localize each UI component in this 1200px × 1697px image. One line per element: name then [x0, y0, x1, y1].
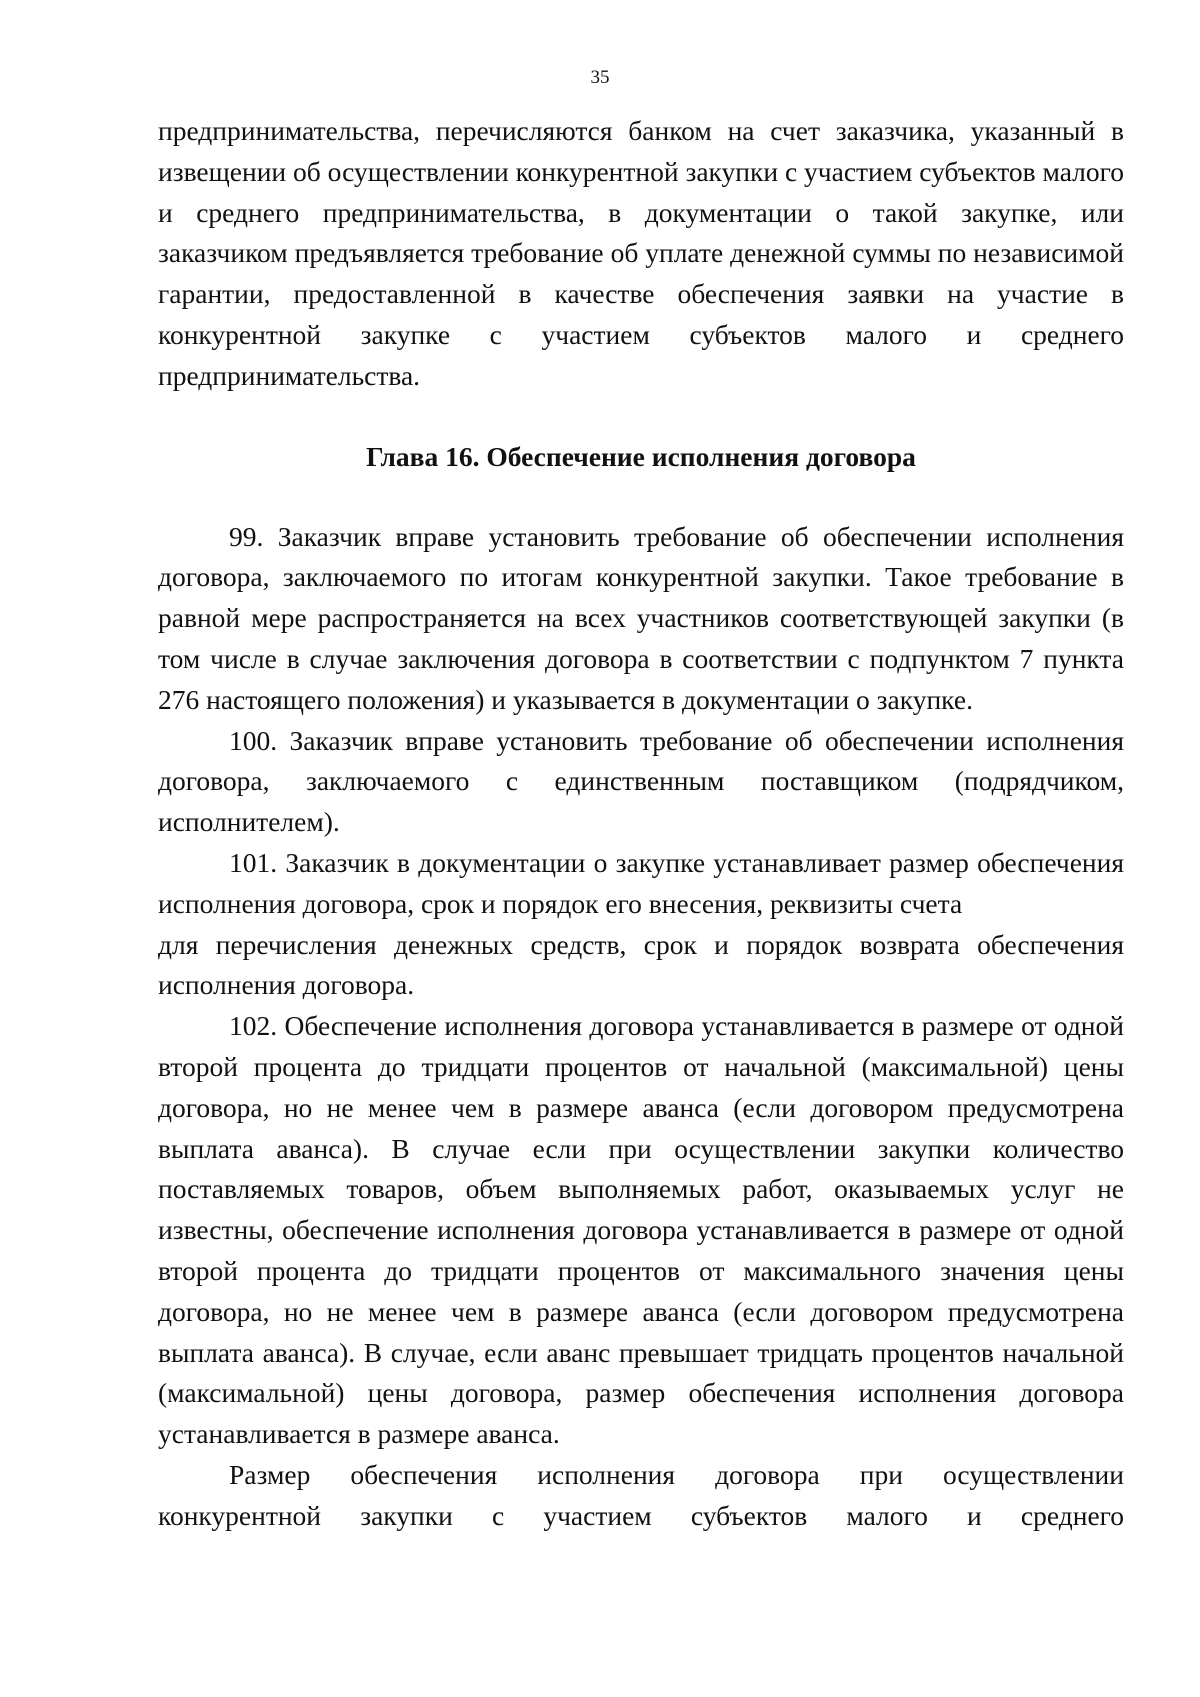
- paragraph-security-size: Размер обеспечения исполнения договора при осуществлении конкурентной закупки с участием субъектов малого и среднего: [158, 1458, 1124, 1531]
- document-body: [158, 111, 1124, 1537]
- paragraph-continuation: предпринимательства, перечисляются банком на счет заказчика, указанный в извещении об осуществлении конкурентной закупки с участием субъектов малого и среднего предпринимательства, в документации о такой закупке, или заказчиком предъявляется требование об уплате денежной суммы по независимой гарантии, предоставленной в качестве обеспечения заявки на участие в конкурентной закупке с участием субъектов малого и среднего предпринимательства.: [158, 115, 1124, 391]
- paragraph-99: 99. Заказчик вправе установить требование об обеспечении исполнения договора, заключаемого по итогам конкурентной закупки. Такое требование в равной мере распространяется на всех участников соответствующей закупки (в том числе в случае заключения договора в соответствии с подпунктом 7 пункта 276 настоящего положения) и указывается в документации о закупке.: [158, 520, 1124, 715]
- page-number: 35: [590, 67, 610, 88]
- paragraph-102: 102. Обеспечение исполнения договора устанавливается в размере от одной второй процента до тридцати процентов от начальной (максимальной) цены договора, но не менее чем в размере аванса (если договором предусмотрена выплата аванса). В случае если при осуществлении закупки количество поставляемых товаров, объем выполняемых работ, оказываемых услуг не известны, обеспечение исполнения договора устанавливается в размере от одной второй процента до тридцати процентов от максимального значения цены договора, но не менее чем в размере аванса (если договором предусмотрена выплата аванса). В случае, если аванс превышает тридцать процентов начальной (максимальной) цены договора, размер обеспечения исполнения договора устанавливается в размере аванса.: [158, 1010, 1124, 1450]
- chapter-title: Глава 16. Обеспечение исполнения договора: [366, 440, 916, 472]
- paragraph-101-continuation: для перечисления денежных средств, срок и порядок возврата обеспечения исполнения договора.: [158, 928, 1124, 1001]
- paragraph-101: 101. Заказчик в документации о закупке устанавливает размер обеспечения исполнения договора, срок и порядок его внесения, реквизиты счета: [158, 846, 1124, 919]
- paragraph-100: 100. Заказчик вправе установить требование об обеспечении исполнения договора, заключаемого с единственным поставщиком (подрядчиком, исполнителем).: [158, 724, 1124, 838]
